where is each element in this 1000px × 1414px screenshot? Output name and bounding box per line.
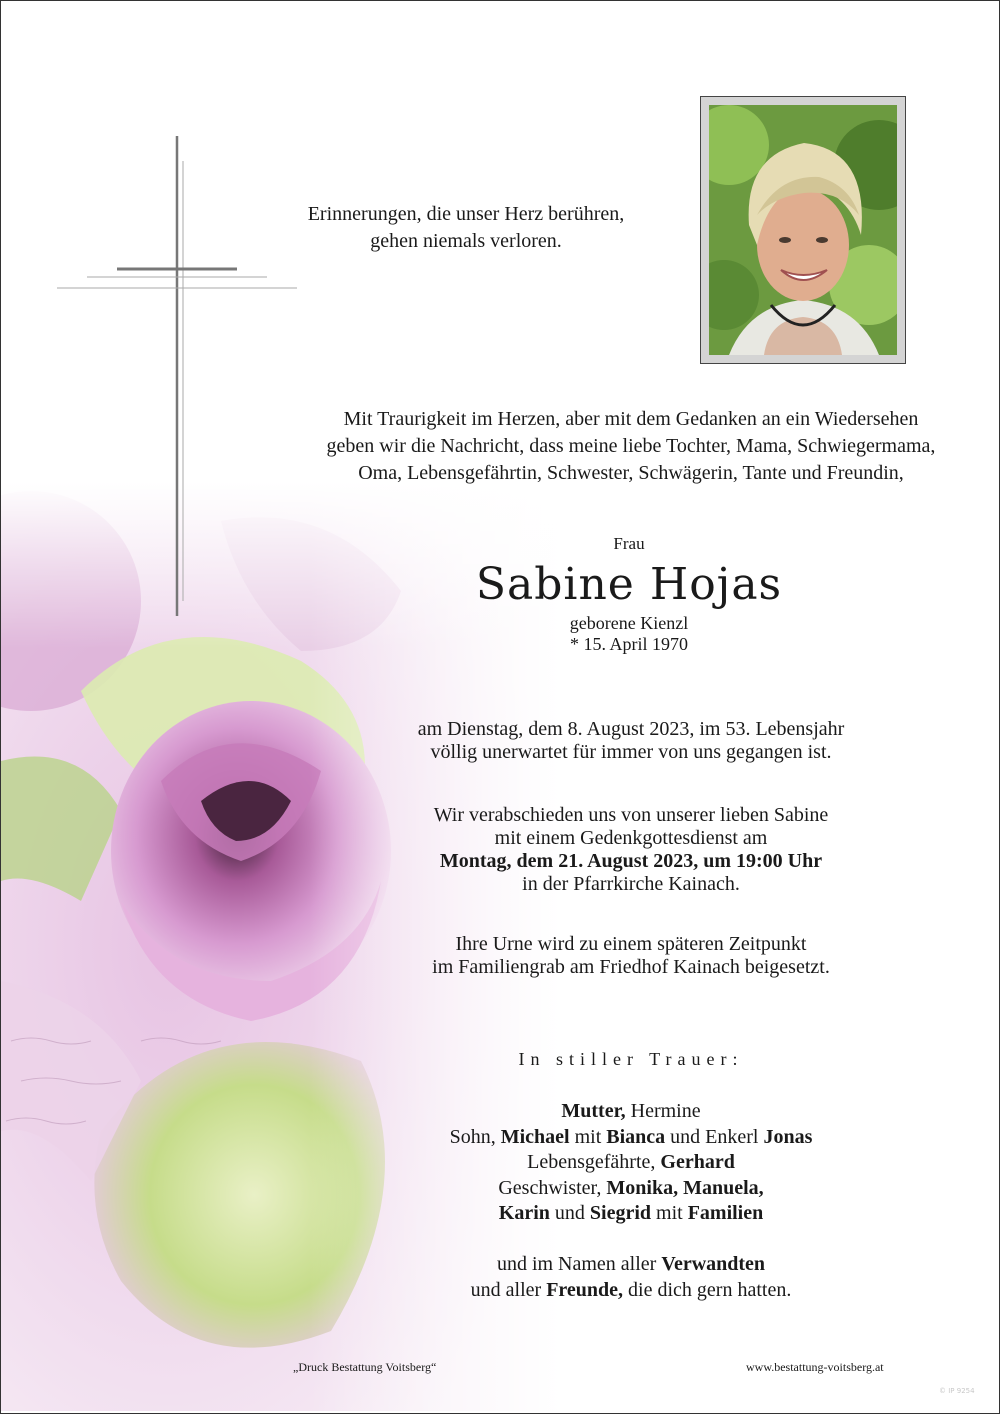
service-line: mit einem Gedenkgottesdienst am: [494, 827, 768, 849]
service-line: in der Pfarrkirche Kainach.: [522, 873, 740, 895]
memorial-quote: [261, 201, 671, 255]
portrait-photo: [709, 105, 897, 355]
mourner-name: Familien: [687, 1202, 764, 1224]
mourners-list: [401, 1099, 861, 1227]
mourner-line: [401, 1201, 861, 1227]
mourner-line: [401, 1176, 861, 1202]
mourner-text: mit: [574, 1125, 602, 1148]
closing-line: [401, 1252, 861, 1278]
mourner-name: Jonas: [763, 1125, 813, 1148]
death-notice: [391, 718, 871, 764]
mourning-heading: In stiller Trauer:: [518, 1049, 744, 1069]
mourner-label: Lebensgefährte,: [527, 1151, 656, 1173]
closing-bold: Freunde,: [546, 1278, 624, 1301]
mourner-line: [401, 1150, 861, 1176]
mourner-name: Monika, Manuela,: [606, 1176, 764, 1199]
urn-line: Ihre Urne wird zu einem späteren Zeitpunkt: [455, 933, 807, 955]
mourner-name: Michael: [500, 1125, 570, 1148]
service-notice: [391, 804, 871, 896]
intro-line: Mit Traurigkeit im Herzen, aber mit dem Gedanken an ein Wiedersehen: [343, 408, 919, 430]
intro-line: geben wir die Nachricht, dass meine liebe Tochter, Mama, Schwiegermama,: [326, 435, 936, 457]
closing-text: und aller: [470, 1278, 542, 1301]
closing-bold: Verwandten: [661, 1253, 766, 1275]
urn-notice: [391, 933, 871, 979]
mourner-label: Mutter,: [561, 1100, 626, 1122]
printer-credit: „Druck Bestattung Voitsberg“: [293, 1360, 437, 1374]
honorific: Frau: [613, 534, 645, 553]
death-line: völlig unerwartet für immer von uns gegangen ist.: [430, 741, 832, 763]
copyright-mark: © IP 9254: [939, 1387, 975, 1395]
quote-line: Erinnerungen, die unser Herz berühren,: [307, 203, 625, 225]
mourner-name: Hermine: [630, 1100, 701, 1122]
service-date: [391, 850, 871, 873]
portrait-frame: [700, 96, 906, 364]
deceased-name: Sabine Hojas: [475, 559, 783, 610]
announcement-intro: [271, 406, 991, 487]
service-line: Wir verabschieden uns von unserer lieben Sabine: [433, 804, 829, 826]
closing-line: [401, 1278, 861, 1304]
mourner-name: Siegrid: [589, 1202, 652, 1224]
mourner-text: mit: [656, 1202, 683, 1224]
mourner-label: und Enkerl: [670, 1125, 759, 1148]
quote-line: gehen niemals verloren.: [370, 230, 562, 252]
mourner-name: Bianca: [606, 1125, 666, 1148]
birth-date: * 15. April 1970: [569, 634, 688, 654]
mourner-label: Sohn,: [449, 1125, 496, 1148]
closing-text: und im Namen aller: [496, 1253, 657, 1275]
closing-lines: [401, 1252, 861, 1303]
mourner-name: Karin: [498, 1202, 550, 1224]
mourner-line: [401, 1125, 861, 1151]
mourner-line: [401, 1099, 861, 1125]
urn-line: im Familiengrab am Friedhof Kainach beigesetzt.: [432, 956, 830, 978]
mourner-text: und: [554, 1202, 585, 1224]
closing-text: die dich gern hatten.: [628, 1278, 792, 1301]
mourner-label: Geschwister,: [498, 1176, 602, 1199]
intro-line: Oma, Lebensgefährtin, Schwester, Schwägerin, Tante und Freundin,: [358, 462, 904, 484]
website-link[interactable]: www.bestattung-voitsberg.at: [746, 1360, 884, 1374]
death-line: am Dienstag, dem 8. August 2023, im 53. Lebensjahr: [417, 718, 845, 740]
mourner-name: Gerhard: [660, 1151, 735, 1173]
maiden-name: geborene Kienzl: [569, 613, 689, 633]
service-date-text: Montag, dem 21. August 2023, um 19:00 Uhr: [439, 850, 823, 872]
